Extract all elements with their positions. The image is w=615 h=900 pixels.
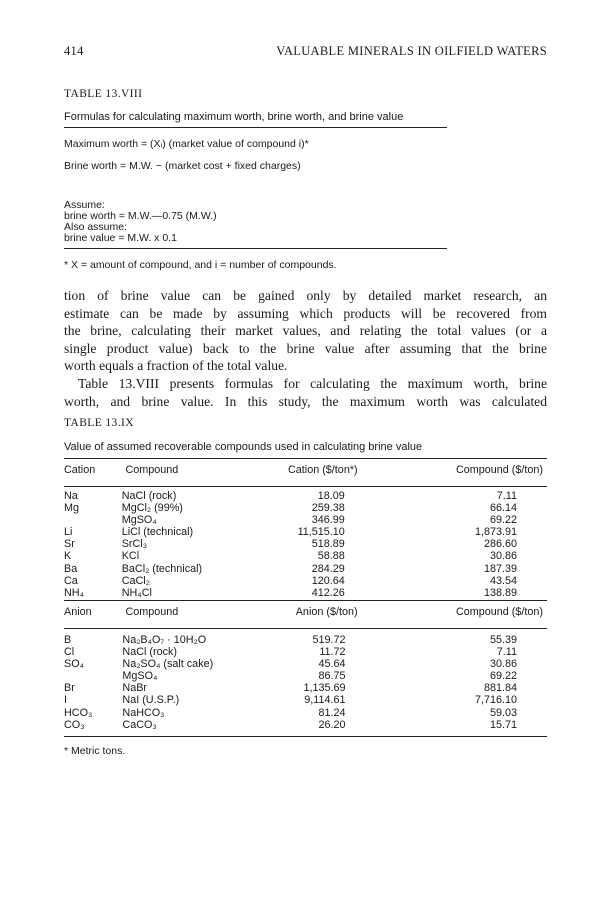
table-cell: CaCO₃ [122,718,157,731]
table-cell: 11,515.10 [297,526,345,539]
table-cell: 15.71 [489,718,517,731]
anion-top-rule [64,600,547,601]
cation-rows [64,490,547,599]
table-cell: Br [64,682,75,695]
table-cell: NH₄Cl [121,586,152,599]
table-cell: Na₂SO₄ (salt cake) [122,658,214,671]
table-cell: 30.86 [489,550,517,563]
column-header: Cation ($/ton*) [288,464,358,476]
table-cell: 7,716.10 [474,694,517,707]
table-13-8-label: TABLE 13.VIII [64,88,143,100]
table-cell: HCO₃ [64,706,93,719]
table-cell: NH₄ [64,586,85,599]
table-cell: 58.88 [317,550,345,563]
table-cell: 286.60 [483,538,517,551]
table-cell [64,514,122,526]
table-cell: 26.20 [318,718,346,731]
table-cell: 7.11 [496,646,517,659]
table-cell: 69.22 [489,514,517,527]
table-13-9-top-rule [64,458,547,459]
table-row [64,502,547,514]
table-cell: 9,114.61 [304,694,346,707]
table-13-8-footnote: * X = amount of compound, and i = number of compounds. [64,259,337,271]
table-13-9-label: TABLE 13.IX [64,417,134,429]
table-row [64,575,547,587]
also-assume-line: brine value = M.W. x 0.1 [64,232,177,244]
table-13-9-footnote: * Metric tons. [64,745,126,757]
table-cell: 518.89 [311,538,345,551]
table-13-8-caption: Formulas for calculating maximum worth, brine worth, and brine value [64,111,404,123]
cation-header-rule [64,486,547,487]
table-cell: NaI (U.S.P.) [122,694,180,707]
table-row [64,514,547,526]
table-cell: K [64,550,72,563]
table-cell: SrCl₃ [121,538,148,551]
table-cell: MgSO₄ [121,514,157,527]
table-cell: MgSO₄ [122,670,158,683]
table-cell: Li [64,526,73,539]
table-cell: 55.39 [489,634,517,646]
table-cell: MgCl₂ (99%) [121,502,183,515]
table-cell: 412.26 [311,586,345,599]
cation-table [64,464,547,476]
column-header: Compound [125,606,179,618]
table-13-9-bottom-rule [64,736,547,737]
assume-line: brine worth = M.W.—0.75 (M.W.) [64,210,217,222]
table-cell: LiCl (technical) [121,526,194,539]
table-row [64,646,547,658]
table-cell: Ca [64,574,78,587]
table-cell: Na [64,490,78,502]
table-cell: 69.22 [489,670,517,683]
table-cell: 43.54 [489,574,517,587]
assume-label: Assume: [64,199,105,211]
table-cell: 120.64 [311,574,345,587]
table-cell: 30.86 [489,658,517,671]
table-cell: 519.72 [312,634,346,646]
table-cell: 81.24 [318,706,346,719]
anion-header-rule [64,628,547,629]
body-line: the brine, calculating their market values, and relating the total values (or a [64,323,547,339]
table-cell: Mg [64,502,79,515]
formula-maximum-worth: Maximum worth = (Xᵢ) (market value of compound i)* [64,138,309,150]
table-cell: CaCl₂ [121,574,150,587]
column-header: Anion [64,606,92,618]
table-cell: SO₄ [64,658,85,671]
table-cell: 881.84 [483,682,517,695]
page-number: 414 [64,44,84,58]
table-cell: Na₂B₄O₇ · 10H₂O [122,634,207,646]
table-cell [64,670,122,682]
table-cell: KCl [121,550,140,563]
table-row [64,550,547,562]
anion-header-row [64,606,547,618]
table-row [64,526,547,538]
table-cell: 7.11 [496,490,517,502]
table-cell: 284.29 [311,562,345,575]
table-cell: 138.89 [483,586,517,599]
table-row [64,670,547,682]
table-row [64,719,547,731]
table-row [64,490,547,502]
anion-rows [64,634,547,731]
column-header: Compound [125,464,179,476]
body-line: Table 13.VIII presents formulas for calculating the maximum worth, brine [78,375,547,391]
table-cell: 1,873.91 [474,526,517,539]
table-cell: BaCl₂ (technical) [121,562,203,575]
column-header: Compound ($/ton) [455,464,543,476]
table-row [64,634,547,646]
table-cell: Sr [64,538,75,551]
table-cell: 11.72 [319,646,346,659]
body-line: worth, and brine value. In this study, the maximum worth was calculated [64,393,547,409]
table-cell: 18.09 [317,490,345,502]
table-cell: NaHCO₃ [122,706,165,719]
table-row [64,587,547,599]
table-row [64,682,547,694]
table-cell: 187.39 [483,562,517,575]
table-cell: I [64,694,67,707]
table-cell: Cl [64,646,75,659]
column-header: Cation [64,464,96,476]
table-cell: NaBr [122,682,147,695]
body-line: worth equals a fraction of the total value. [64,358,288,374]
table-row [64,694,547,706]
table-row [64,658,547,670]
table-cell: NaCl (rock) [121,490,177,502]
table-13-8-top-rule [64,127,447,128]
table-row [64,563,547,575]
table-cell: 259.38 [311,502,345,515]
body-line: single product value) back to the brine value after assuming that the brine [64,340,547,356]
running-title: VALUABLE MINERALS IN OILFIELD WATERS [276,44,547,58]
column-header: Compound ($/ton) [455,606,543,618]
table-cell: 45.64 [318,658,346,671]
table-cell: 346.99 [311,514,345,527]
table-cell: 59.03 [489,706,517,719]
body-line: estimate can be made by assuming which products will be recovered from [64,305,547,321]
table-cell: 66.14 [489,502,517,515]
also-assume-label: Also assume: [64,221,128,233]
table-cell: Ba [64,562,78,575]
table-row [64,538,547,550]
table-cell: B [64,634,72,646]
table-row [64,707,547,719]
cation-header-row [64,464,547,476]
table-13-9-caption: Value of assumed recoverable compounds used in calculating brine value [64,441,423,453]
formula-brine-worth: Brine worth = M.W. − (market cost + fixed charges) [64,160,301,172]
table-cell: 86.75 [318,670,346,683]
body-paragraph [64,287,547,410]
table-cell: NaCl (rock) [122,646,177,659]
anion-table [64,606,547,618]
table-13-8-bottom-rule [64,248,447,249]
column-header: Anion ($/ton) [295,606,358,618]
table-cell: CO₃ [64,718,85,731]
table-cell: 1,135.69 [303,682,346,695]
body-line: tion of brine value can be gained only by detailed market research, an [64,288,547,303]
